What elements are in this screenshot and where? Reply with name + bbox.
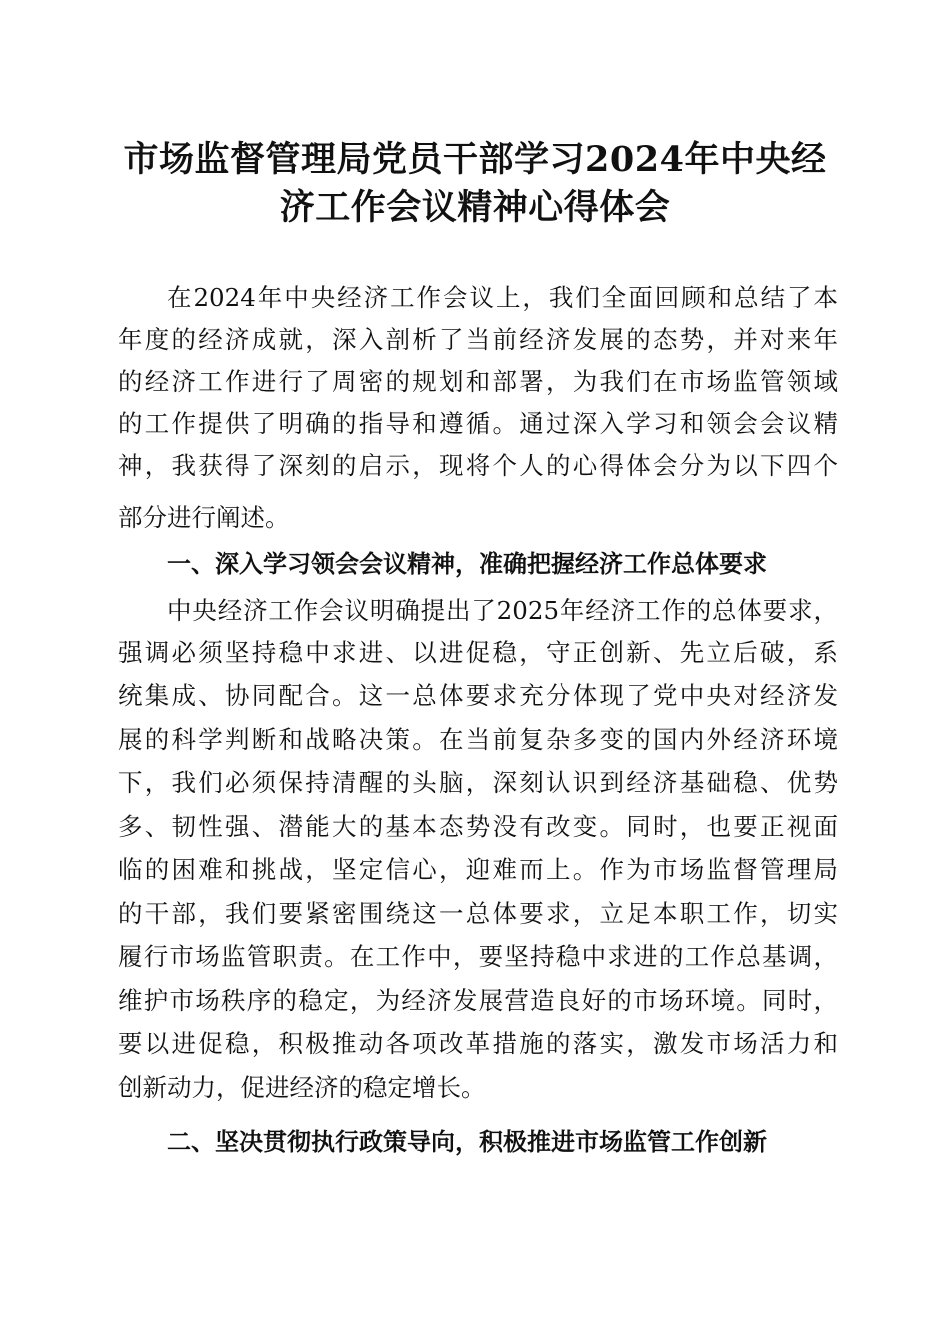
section-heading-2: 二、坚决贯彻执行政策导向，积极推进市场监管工作创新	[167, 1128, 767, 1156]
section1-line: 展的科学判断和战略决策。在当前复杂多变的国内外经济环境	[118, 725, 838, 754]
intro-line: 在2024年中央经济工作会议上，我们全面回顾和总结了本	[167, 283, 838, 312]
intro-line: 的经济工作进行了周密的规划和部署，为我们在市场监管领域	[118, 367, 838, 396]
section1-line: 履行市场监管职责。在工作中，要坚持稳中求进的工作总基调，	[118, 942, 838, 971]
section1-line: 中央经济工作会议明确提出了2025年经济工作的总体要求，	[167, 596, 838, 625]
intro-line: 年度的经济成就，深入剖析了当前经济发展的态势，并对来年	[118, 325, 838, 354]
intro-line: 的工作提供了明确的指导和遵循。通过深入学习和领会会议精	[118, 409, 838, 438]
section1-line: 要以进促稳，积极推动各项改革措施的落实，激发市场活力和	[118, 1029, 838, 1058]
section1-line: 创新动力，促进经济的稳定增长。	[118, 1073, 486, 1102]
section1-line: 多、韧性强、潜能大的基本态势没有改变。同时，也要正视面	[118, 812, 838, 841]
section1-line: 临的困难和挑战，坚定信心，迎难而上。作为市场监督管理局	[118, 855, 838, 884]
section1-line: 统集成、协同配合。这一总体要求充分体现了党中央对经济发	[118, 681, 838, 710]
document-title-line-2: 济工作会议精神心得体会	[279, 187, 671, 228]
section1-line: 的干部，我们要紧密围绕这一总体要求，立足本职工作，切实	[118, 899, 838, 928]
document-title-line-1: 市场监督管理局党员干部学习2024年中央经	[123, 139, 827, 180]
section1-line: 强调必须坚持稳中求进、以进促稳，守正创新、先立后破，系	[118, 638, 838, 667]
section-heading-1: 一、深入学习领会会议精神，准确把握经济工作总体要求	[167, 550, 767, 578]
intro-line: 神，我获得了深刻的启示，现将个人的心得体会分为以下四个	[118, 451, 838, 480]
intro-line: 部分进行阐述。	[118, 503, 290, 532]
section1-line: 下，我们必须保持清醒的头脑，深刻认识到经济基础稳、优势	[118, 768, 838, 797]
section1-line: 维护市场秩序的稳定，为经济发展营造良好的市场环境。同时，	[118, 986, 838, 1015]
